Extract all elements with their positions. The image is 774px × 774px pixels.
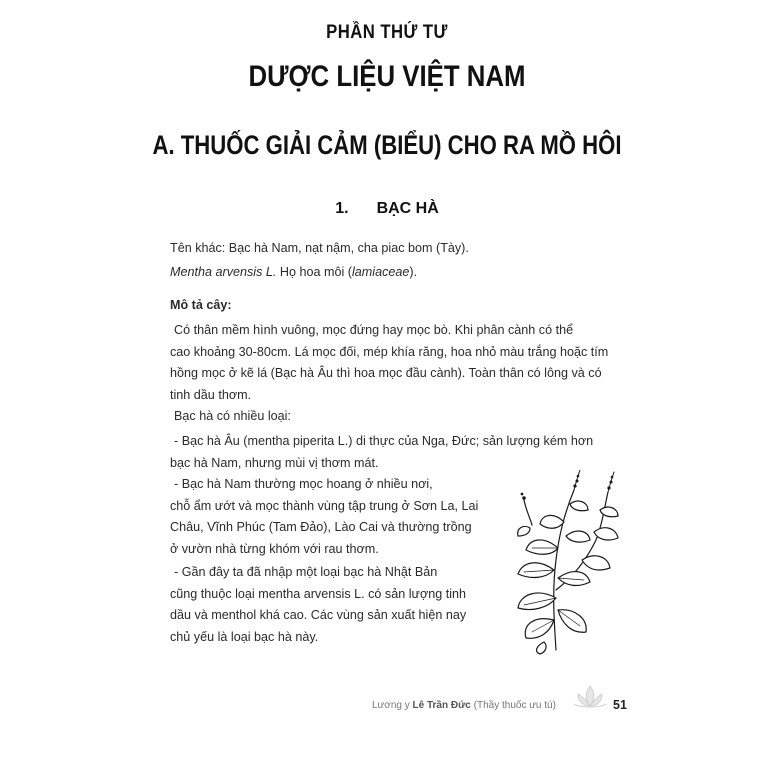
type-jp-paragraph [170, 562, 502, 648]
entry-number: 1. [335, 200, 349, 217]
type-jp-line: cũng thuộc loại mentha arvensis L. có sản lượng tinh [170, 586, 467, 601]
entry-heading [0, 200, 774, 218]
family-suffix: ). [409, 264, 418, 279]
scientific-name: Mentha arvensis L. [170, 264, 277, 279]
family-prefix: Họ hoa môi ( [276, 264, 352, 279]
description-heading: Mô tả cây: [170, 298, 232, 312]
type-eu-line: bạc hà Nam, nhưng mùi vị thơm mát. [170, 455, 379, 470]
types-intro [170, 406, 610, 428]
type-eu-line: - Bạc hà Âu (mentha piperita L.) di thực của Nga, Đức; sản lượng kém hơn [174, 434, 594, 448]
description-line: cao khoảng 30-80cm. Lá mọc đối, mép khía răng, hoa nhỏ màu trắng hoặc tím [170, 344, 609, 359]
type-nam-line: chỗ ẩm ướt và mọc thành vùng tập trung ở Sơn La, Lai [170, 498, 479, 513]
type-nam-line: Châu, Vĩnh Phúc (Tam Đảo), Lào Cai và thường trồng [170, 520, 472, 534]
other-names: Tên khác: Bạc hà Nam, nạt nậm, cha piac bom (Tày). [170, 241, 469, 255]
section-title: A. THUỐC GIẢI CẢM (BIỂU) CHO RA MỒ HÔI [152, 130, 622, 160]
description-paragraph [170, 320, 610, 406]
footer-prefix: Lương y [372, 700, 413, 711]
footer-credit [372, 700, 556, 711]
entry-name: BẠC HÀ [376, 200, 439, 217]
lotus-ornament-icon [572, 682, 608, 717]
type-nam-line: - Bạc hà Nam thường mọc hoang ở nhiều nơi, [174, 477, 433, 491]
footer-suffix: (Thầy thuốc ưu tú) [470, 700, 556, 711]
type-jp-line: - Gần đây ta đã nhập một loại bạc hà Nhật Bản [174, 565, 438, 579]
page-number: 51 [613, 698, 627, 712]
page-footer [360, 696, 660, 720]
mint-plant-icon [504, 470, 624, 660]
type-nam-line: ở vườn nhà từng khóm với rau thơm. [170, 541, 379, 556]
scientific-name-line [170, 262, 610, 284]
types-intro-text: Bạc hà có nhiều loại: [174, 409, 291, 423]
type-jp-line: chủ yếu là loại bạc hà này. [170, 629, 319, 644]
description-line: hồng mọc ở kẽ lá (Bạc hà Âu thì hoa mọc đầu cành). Toàn thân có lông và có [170, 366, 602, 380]
type-eu-paragraph [170, 431, 610, 474]
type-nam-paragraph [170, 474, 502, 560]
part-title: DƯỢC LIỆU VIỆT NAM [248, 60, 526, 93]
names-block [170, 238, 610, 283]
family-name: lamiaceae [352, 264, 410, 279]
type-jp-line: dầu và menthol khá cao. Các vùng sản xuất hiện nay [170, 608, 467, 622]
footer-author: Lê Trần Đức [412, 700, 471, 711]
description-line: tinh dầu thơm. [170, 387, 252, 402]
part-label: PHẦN THỨ TƯ [326, 22, 448, 43]
description-line: Có thân mềm hình vuông, mọc đứng hay mọc bò. Khi phân cành có thể [174, 323, 574, 337]
